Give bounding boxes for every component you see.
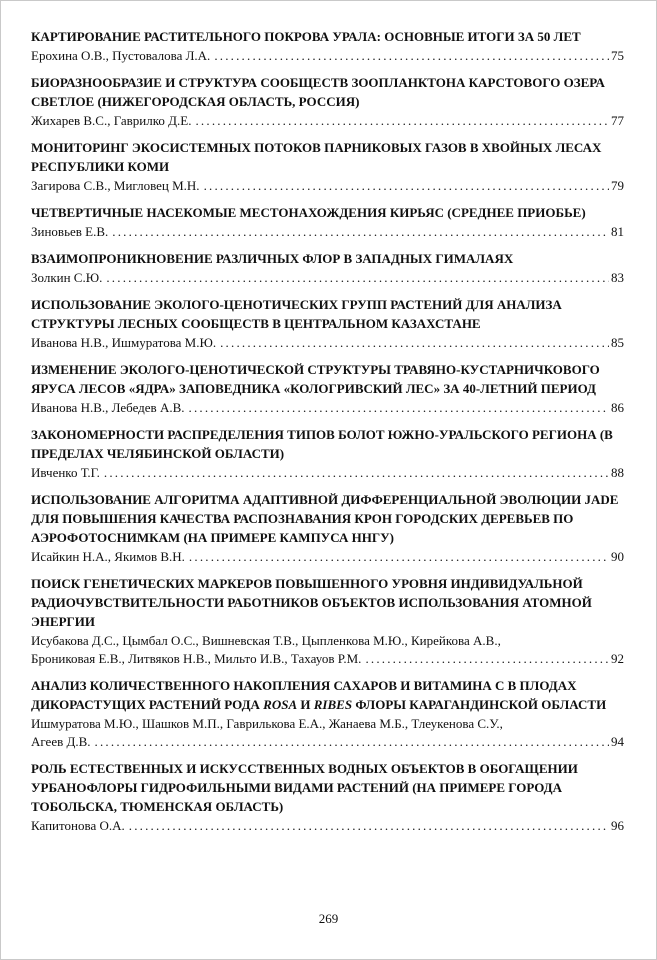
dot-leader (220, 334, 609, 352)
dot-leader (189, 548, 609, 566)
title-text: ФЛОРЫ КАРАГАНДИНСКОЙ ОБЛАСТИ (352, 697, 607, 712)
toc-entry (31, 203, 624, 241)
toc-entry-authors-line1: Исубакова Д.С., Цымбал О.С., Вишневская Т.В., Цыпленкова М.Ю., Кирейкова А.В., (31, 633, 501, 648)
toc-entry-authors-line1: Ишмуратова М.Ю., Шашков М.П., Гаврилькова Е.А., Жанаева М.Б., Тлеукенова С.У., (31, 716, 503, 731)
toc-entry-title (31, 676, 624, 714)
toc-entry-author-row (31, 817, 624, 835)
dot-leader (129, 817, 609, 835)
toc-entry-author-row (31, 223, 624, 241)
dot-leader (95, 733, 609, 751)
toc-entry-authors: Иванова Н.В., Ишмуратова М.Ю. (31, 335, 217, 350)
toc-entry-page: 96 (611, 818, 624, 833)
dot-leader (106, 269, 609, 287)
dot-leader (204, 177, 609, 195)
toc-entry (31, 759, 624, 835)
toc-entry (31, 360, 624, 417)
toc-entry-author-row (31, 399, 624, 417)
title-genus-rosa: ROSA (263, 697, 298, 712)
toc-entry-title: ПОИСК ГЕНЕТИЧЕСКИХ МАРКЕРОВ ПОВЫШЕННОГО УРОВНЯ ИНДИВИДУАЛЬНОЙ РАДИОЧУВСТВИТЕЛЬНОСТИ РАБОТНИКОВ ОБЪЕКТОВ ИСПОЛЬЗОВАНИЯ АТОМНОЙ ЭНЕРГИИ (31, 576, 592, 629)
toc-entry-title: ИСПОЛЬЗОВАНИЕ АЛГОРИТМА АДАПТИВНОЙ ДИФФЕРЕНЦИАЛЬНОЙ ЭВОЛЮЦИИ JADE ДЛЯ ПОВЫШЕНИЯ КАЧЕСТВА РАСПОЗНАВАНИЯ КРОН ГОРОДСКИХ ДЕРЕВЬЕВ ПО АЭРОФОТОСНИМКАМ (НА ПРИМЕРЕ КАМПУСА ННГУ) (31, 492, 619, 545)
toc-entry-authors: Исайкин Н.А., Якимов В.Н. (31, 549, 185, 564)
toc-entry-authors: Жихарев В.С., Гаврилко Д.Е. (31, 113, 192, 128)
toc-entry-page: 90 (611, 549, 624, 564)
toc-entry-page: 83 (611, 270, 624, 285)
toc-entry-page: 86 (611, 400, 624, 415)
toc-entry-page: 79 (611, 178, 624, 193)
dot-leader (195, 112, 609, 130)
toc-entry (31, 676, 624, 751)
toc-entry-authors: Агеев Д.В. (31, 734, 91, 749)
toc-entry-authors: Зиновьев Е.В. (31, 224, 109, 239)
toc-entry-title: ЧЕТВЕРТИЧНЫЕ НАСЕКОМЫЕ МЕСТОНАХОЖДЕНИЯ КИРЬЯС (СРЕДНЕЕ ПРИОБЬЕ) (31, 205, 586, 220)
toc-entry-author-row (31, 47, 624, 65)
toc-entry (31, 490, 624, 566)
toc-entry-authors: Брониковая Е.В., Литвяков Н.В., Мильто И.В., Тахауов Р.М. (31, 651, 362, 666)
toc-entry-page: 94 (611, 734, 624, 749)
dot-leader (189, 399, 610, 417)
toc-entry-title: РОЛЬ ЕСТЕСТВЕННЫХ И ИСКУССТВЕННЫХ ВОДНЫХ ОБЪЕКТОВ В ОБОГАЩЕНИИ УРБАНОФЛОРЫ ГИДРОФИЛЬНЫМИ ВИДАМИ РАСТЕНИЙ (НА ПРИМЕРЕ ГОРОДА ТОБОЛЬСКА, ТЮМЕНСКАЯ ОБЛАСТЬ) (31, 761, 578, 814)
toc-entry (31, 249, 624, 287)
toc-entry-author-row (31, 269, 624, 287)
toc-entry-page: 88 (611, 465, 624, 480)
toc-entry (31, 138, 624, 195)
toc-entry (31, 574, 624, 668)
toc-entry-title: ЗАКОНОМЕРНОСТИ РАСПРЕДЕЛЕНИЯ ТИПОВ БОЛОТ ЮЖНО-УРАЛЬСКОГО РЕГИОНА (В ПРЕДЕЛАХ ЧЕЛЯБИНСКОЙ ОБЛАСТИ) (31, 427, 613, 461)
toc-entry-authors: Иванова Н.В., Лебедев А.В. (31, 400, 185, 415)
toc-entry-title: БИОРАЗНООБРАЗИЕ И СТРУКТУРА СООБЩЕСТВ ЗООПЛАНКТОНА КАРСТОВОГО ОЗЕРА СВЕТЛОЕ (НИЖЕГОРОДСКАЯ ОБЛАСТЬ, РОССИЯ) (31, 75, 605, 109)
title-genus-ribes: RIBES (313, 697, 353, 712)
dot-leader (104, 464, 609, 482)
toc-entry (31, 27, 624, 65)
toc-entry-author-row (31, 112, 624, 130)
toc-entry-author-row (31, 177, 624, 195)
toc-entry-page: 85 (611, 335, 624, 350)
toc-entry-title: МОНИТОРИНГ ЭКОСИСТЕМНЫХ ПОТОКОВ ПАРНИКОВЫХ ГАЗОВ В ХВОЙНЫХ ЛЕСАХ РЕСПУБЛИКИ КОМИ (31, 140, 602, 174)
toc-entry-title: ИСПОЛЬЗОВАНИЕ ЭКОЛОГО-ЦЕНОТИЧЕСКИХ ГРУПП РАСТЕНИЙ ДЛЯ АНАЛИЗА СТРУКТУРЫ ЛЕСНЫХ СООБЩЕСТВ В ЦЕНТРАЛЬНОМ КАЗАХСТАНЕ (31, 297, 562, 331)
toc-entry-page: 92 (611, 651, 624, 666)
toc-entry-authors: Золкин С.Ю. (31, 270, 103, 285)
toc-entry-author-row (31, 464, 624, 482)
toc-entry-page: 75 (611, 48, 624, 63)
toc-entry-authors: Загирова С.В., Мигловец М.Н. (31, 178, 200, 193)
toc-entry-author-row (31, 650, 624, 668)
title-text: И (297, 697, 314, 712)
toc-entry-author-row (31, 334, 624, 352)
dot-leader (214, 47, 609, 65)
toc-entry-authors: Ерохина О.В., Пустовалова Л.А. (31, 48, 211, 63)
toc-entry-title: ВЗАИМОПРОНИКНОВЕНИЕ РАЗЛИЧНЫХ ФЛОР В ЗАПАДНЫХ ГИМАЛАЯХ (31, 251, 514, 266)
toc-entry (31, 425, 624, 482)
toc-entry-author-row (31, 548, 624, 566)
dot-leader (365, 650, 609, 668)
footer-page-number: 269 (318, 911, 339, 926)
title-text: АНАЛИЗ КОЛИЧЕСТВЕННОГО НАКОПЛЕНИЯ САХАРОВ И ВИТАМИНА С В ПЛОДАХ ДИКОРАСТУЩИХ РАСТЕНИЙ РОДА (31, 678, 577, 712)
toc-entry-title: КАРТИРОВАНИЕ РАСТИТЕЛЬНОГО ПОКРОВА УРАЛА: ОСНОВНЫЕ ИТОГИ ЗА 50 ЛЕТ (31, 29, 581, 44)
toc-entry (31, 295, 624, 352)
toc-entry (31, 73, 624, 130)
toc-entry-author-row (31, 733, 624, 751)
toc-entry-title: ИЗМЕНЕНИЕ ЭКОЛОГО-ЦЕНОТИЧЕСКОЙ СТРУКТУРЫ ТРАВЯНО-КУСТАРНИЧКОВОГО ЯРУСА ЛЕСОВ «ЯДРА» ЗАПОВЕДНИКА «КОЛОГРИВСКИЙ ЛЕС» ЗА 40-ЛЕТНИЙ ПЕРИОД (31, 362, 600, 396)
toc-entry-authors: Капитонова О.А. (31, 818, 125, 833)
toc-entry-page: 81 (611, 224, 624, 239)
toc-entry-page: 77 (611, 113, 624, 128)
dot-leader (112, 223, 609, 241)
toc-entry-authors: Ивченко Т.Г. (31, 465, 100, 480)
